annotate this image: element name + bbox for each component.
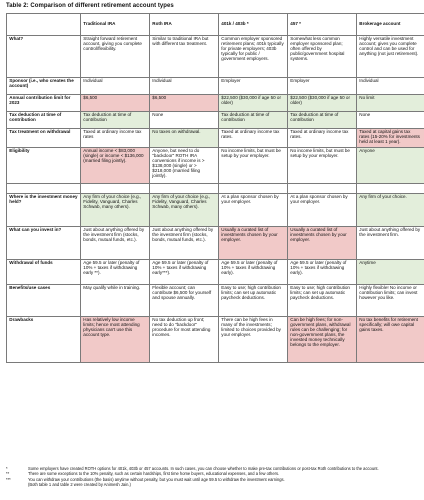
table-cell: Somewhat less common employer sponsored plan; often offered by public/government hospital systems. <box>288 36 357 78</box>
table-row <box>7 317 424 363</box>
table-cell: No taxes on withdrawal. <box>150 129 219 148</box>
table-cell: Employer <box>219 78 288 95</box>
table-cell: Easy to use; high contribution limits; can set up automatic paycheck deductions. <box>288 285 357 317</box>
column-header: Traditional IRA <box>81 14 150 36</box>
table-cell: Has relatively low income limits; hence most attending physicians can't use this account type. <box>81 317 150 363</box>
table-cell: None <box>357 112 424 129</box>
table-cell: No income limits, but must be setup by your employer. <box>288 148 357 184</box>
table-cell: Easy to use; high contribution limits; can set up automatic paycheck deductions. <box>219 285 288 317</box>
table-cell: Age 59.5 or later (penalty of 10% + taxes if withdrawing early***). <box>150 260 219 285</box>
footnote-text: There are some exceptions to the 10% penalty, such as certain hardships, first time home buyers, educational expenses, and a few others. <box>28 471 280 477</box>
table-cell: Similar to traditional IRA but with different tax treatment. <box>150 36 219 78</box>
column-header: Brokerage account <box>357 14 424 36</box>
footnote-text: (Both table 1 and table 2 were created by Animesh Jain.) <box>28 482 131 488</box>
row-label: What can you invest in? <box>7 227 81 260</box>
table-cell: At a plan sponsor chosen by your employer. <box>288 194 357 227</box>
table-cell: Highly flexible! No income or contribution limits; can invest however you like. <box>357 285 424 317</box>
row-label: Withdrawal of funds <box>7 260 81 285</box>
table-cell: Taxed at ordinary income tax rates. <box>219 129 288 148</box>
row-label: Tax deduction at time of contribution <box>7 112 81 129</box>
row-label: Annual contribution limit for 2023 <box>7 95 81 112</box>
column-header: 457 * <box>288 14 357 36</box>
spacer-cell <box>288 184 357 194</box>
table-cell: There can be high fees in many of the investments; limited to choices provided by your employer. <box>219 317 288 363</box>
row-label: What? <box>7 36 81 78</box>
table-cell: Common employer sponsored retirement plans; 401k typically for private employers; 403b typically for public / government employers. <box>219 36 288 78</box>
table-row <box>7 148 424 184</box>
table-cell: Age 59.5 or later (penalty of 10% + taxes if withdrawing early). <box>219 260 288 285</box>
table-cell: Tax deduction at time of contribution <box>219 112 288 129</box>
table-cell: No tax benefits for retirement specifically; will owe capital gains taxes. <box>357 317 424 363</box>
table-cell: Taxed at capital gains tax rates (15-20% for investments held at least 1 year). <box>357 129 424 148</box>
table-cell: Anyone <box>357 148 424 184</box>
comparison-table <box>6 13 424 363</box>
table-row <box>7 227 424 260</box>
table-row <box>7 194 424 227</box>
table-cell: Straight forward retirement account, giving you complete control/flexibility. <box>81 36 150 78</box>
table-cell: Individual <box>150 78 219 95</box>
table-cell: Tax deduction at time of contribution <box>81 112 150 129</box>
table-header-row <box>7 14 424 36</box>
table-cell: Usually a curated list of investments chosen by your employer. <box>288 227 357 260</box>
table-cell: Just about anything offered by the investment firm (stocks, bonds, mutual funds, etc.). <box>150 227 219 260</box>
spacer-cell <box>7 184 81 194</box>
table-row <box>7 78 424 95</box>
table-cell: No income limits, but must be setup by your employer. <box>219 148 288 184</box>
table-cell: $6,500 <box>150 95 219 112</box>
footnote-mark: *** <box>6 476 11 482</box>
table-cell: No tax deduction up front; need to do "backdoor" procedure for most attending incomes. <box>150 317 219 363</box>
table-cell: Anyone, but need to do "backdoor" ROTH IRA conversions if income is > $138,000 (single) or > $218,000 (married filing jointly). <box>150 148 219 184</box>
row-label: Benefits/use cases <box>7 285 81 317</box>
table-cell: Annual income < $83,000 (single) or income < $136,000 (married filing jointly). <box>81 148 150 184</box>
footnote-mark: * <box>6 466 8 471</box>
spacer-cell <box>219 184 288 194</box>
footnote-text: Some employers have created ROTH options for 401k, 403b or 457 accounts. In such cases, you can choose whether to make pre-tax contributions or post-tax Roth contributions to the account. <box>28 466 379 471</box>
row-label: Sponsor (i.e., who creates the account) <box>7 78 81 95</box>
table-cell: May qualify while in training. <box>81 285 150 317</box>
table-cell: Just about anything offered by the investment firm (stocks, bonds, mutual funds, etc.). <box>81 227 150 260</box>
table-cell: Tax deduction at time of contribution <box>288 112 357 129</box>
table-cell: Any firm of your choice (e.g., Fidelity, Vanguard, Charles Schwab, many others). <box>81 194 150 227</box>
section-spacer <box>7 184 424 194</box>
row-label: Tax treatment on withdrawal <box>7 129 81 148</box>
row-label: Eligibility <box>7 148 81 184</box>
table-cell: Individual <box>81 78 150 95</box>
spacer-cell <box>81 184 150 194</box>
table-cell: Individual <box>357 78 424 95</box>
table-cell: Age 59.5 or later (penalty of 10% + taxes if withdrawing early). <box>288 260 357 285</box>
table-cell: Age 59.5 or later (penalty of 10% + taxes if withdrawing early **). <box>81 260 150 285</box>
table-row <box>7 285 424 317</box>
table-title: Table 2: Comparison of different retirement account types <box>6 3 174 9</box>
footnote-mark: ** <box>6 471 10 477</box>
table-cell: Employer <box>288 78 357 95</box>
header-corner <box>7 14 81 36</box>
footnote-text: You can withdraw your contributions (the basis) anytime without penalty, but you must wait until age 59.5 to withdraw the investment earnings. <box>28 476 285 482</box>
table-cell: Taxed at ordinary income tax rates. <box>288 129 357 148</box>
row-label: Where is the investment money held? <box>7 194 81 227</box>
table-row <box>7 36 424 78</box>
footnote-mark <box>6 482 28 487</box>
table-cell: Any firm of your choice. <box>357 194 424 227</box>
column-header: 401k / 403b * <box>219 14 288 36</box>
table-cell: Usually a curated list of investments chosen by your employer. <box>219 227 288 260</box>
table-cell: Flexible account; can contribute $6,500 for yourself and spouse annually. <box>150 285 219 317</box>
row-label: Drawbacks <box>7 317 81 363</box>
table-cell: None <box>150 112 219 129</box>
column-header: Roth IRA <box>150 14 219 36</box>
spacer-cell <box>357 184 424 194</box>
table-cell: Anytime <box>357 260 424 285</box>
table-cell: No limit <box>357 95 424 112</box>
table-cell: $22,500 ($30,000 if age 50 or older) <box>288 95 357 112</box>
footnotes <box>6 466 420 488</box>
table-row <box>7 112 424 129</box>
table-cell: Can be high fees; for non-government plans, withdrawal rules can be challenging; for non-government plans, the invested money technically belongs to the employer. <box>288 317 357 363</box>
table-row <box>7 129 424 148</box>
table-cell: Just about anything offered by the investment firm. <box>357 227 424 260</box>
spacer-cell <box>150 184 219 194</box>
table-cell: Taxed at ordinary income tax rates <box>81 129 150 148</box>
table-cell: $6,500 <box>81 95 150 112</box>
table-cell: At a plan sponsor chosen by your employer. <box>219 194 288 227</box>
table-cell: Highly versatile investment account; gives you complete control and can be used for anything (not just retirement). <box>357 36 424 78</box>
table-cell: Any firm of your choice (e.g., Fidelity, Vanguard, Charles Schwab, many others). <box>150 194 219 227</box>
table-row <box>7 95 424 112</box>
table-cell: $22,500 ($30,000 if age 50 or older) <box>219 95 288 112</box>
footnote <box>6 482 420 487</box>
table-row <box>7 260 424 285</box>
